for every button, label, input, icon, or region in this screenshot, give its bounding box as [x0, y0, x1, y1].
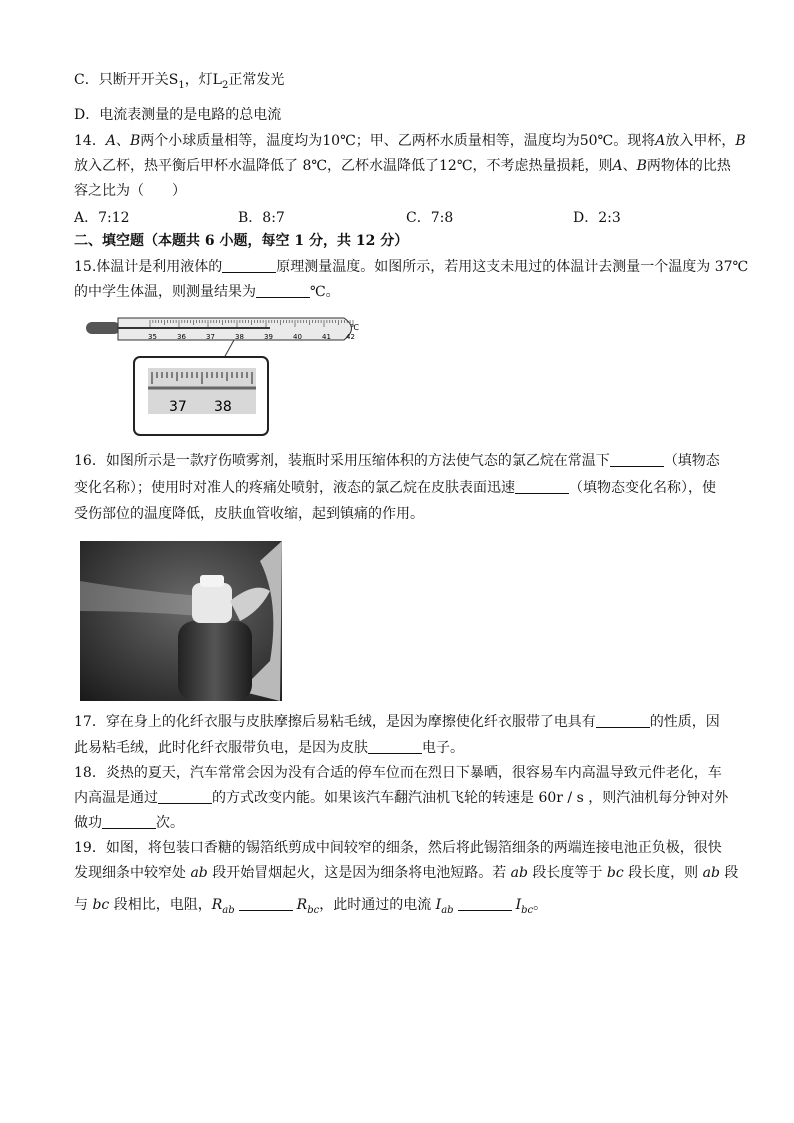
var-a: A — [655, 133, 666, 149]
answer-blank[interactable] — [222, 258, 276, 273]
q13-option-c-sub2: 2 — [221, 79, 229, 91]
q14-line3: 容之比为（ ） — [74, 183, 186, 199]
q15-line1 — [74, 258, 748, 276]
answer-blank[interactable] — [610, 452, 664, 467]
spray-can-body — [178, 621, 252, 701]
q14-number: 14． — [74, 133, 106, 149]
var-bc: bc — [92, 897, 110, 913]
q14-option-b: B．8:7 — [238, 210, 285, 226]
spray-nozzle — [200, 575, 224, 587]
var-i: I — [435, 897, 442, 913]
sub-bc: bc — [307, 904, 320, 916]
zoom-label: 38 — [214, 399, 232, 415]
q18-line1: 18．炎热的夏天，汽车常常会因为没有合适的停车位而在烈日下暴晒，很容易车内高温导致元件老化，车 — [74, 765, 722, 781]
text: 16．如图所示是一款疗伤喷雾剂，装瓶时采用压缩体积的方法使气态的氯乙烷在常温下 — [74, 453, 610, 469]
var-bc: bc — [606, 865, 624, 881]
text: 。 — [533, 897, 548, 913]
q18-line2 — [74, 789, 728, 807]
scale-label: 42 — [346, 333, 355, 341]
spray-can-cap — [192, 583, 232, 623]
scale-label: 39 — [264, 333, 273, 341]
text: 两物体的比热 — [646, 158, 731, 174]
scale-label: 41 — [322, 333, 331, 341]
text: 变化名称）；使用时对准人的疼痛处喷射，液态的氯乙烷在皮肤表面迅速 — [74, 480, 515, 496]
text: 、 — [622, 158, 637, 174]
q13-option-c-text2: ，灯L — [184, 72, 222, 88]
thermometer-bulb — [86, 322, 120, 334]
q13-option-c-text3: 正常发光 — [228, 72, 285, 88]
q17-line1 — [74, 713, 720, 731]
text: 此易粘毛绒，此时化纤衣服带负电，是因为皮肤 — [74, 740, 368, 756]
q14-option-c: C．7:8 — [406, 210, 454, 226]
section-heading-fill-blank: 二、填空题（本题共 6 小题，每空 1 分，共 12 分） — [74, 233, 409, 249]
q19-line2 — [74, 864, 738, 882]
scale-label: 37 — [206, 333, 215, 341]
q19-line1: 19．如图，将包装口香糖的锡箔纸剪成中间较窄的细条，然后将此锡箔细条的两端连接电池正负极，很快 — [74, 840, 722, 856]
text: ℃。 — [310, 284, 340, 300]
q13-option-c — [74, 71, 284, 95]
text: 发现细条中较窄处 — [74, 865, 191, 881]
q18-line3 — [74, 814, 184, 832]
zoom-pointer — [224, 340, 234, 358]
spray-photo — [80, 541, 282, 701]
scale-label: 40 — [293, 333, 302, 341]
var-a: A — [105, 133, 116, 149]
text: 段 — [719, 865, 739, 881]
unit-label: ℃ — [350, 323, 359, 332]
answer-blank[interactable] — [256, 283, 310, 298]
text: 两个小球质量相等，温度均为10℃；甲、乙两杯水质量相等，温度均为50℃。现将 — [140, 133, 656, 149]
text: 段开始冒烟起火，这是因为细条将电池短路。若 — [207, 865, 511, 881]
q16-line2 — [74, 479, 716, 497]
q14-option-d: D．2:3 — [573, 210, 621, 226]
q13-option-d: D．电流表测量的是电路的总电流 — [74, 107, 282, 123]
q19-line3 — [74, 896, 547, 920]
text: 15.体温计是利用液体的 — [74, 259, 223, 275]
text: 段长度，则 — [623, 865, 703, 881]
text: 放入甲杯， — [665, 133, 736, 149]
text: 次。 — [156, 815, 184, 831]
text: 17．穿在身上的化纤衣服与皮肤摩擦后易粘毛绒，是因为摩擦使化纤衣服带了电具有 — [74, 714, 596, 730]
sub-ab: ab — [222, 904, 235, 916]
text: 做功 — [74, 815, 102, 831]
text: 、 — [115, 133, 130, 149]
var-ab: ab — [510, 865, 528, 881]
answer-blank[interactable] — [458, 896, 512, 911]
answer-blank[interactable] — [515, 479, 569, 494]
var-ab: ab — [702, 865, 720, 881]
scale-label: 36 — [177, 333, 186, 341]
text: （填物态 — [663, 453, 720, 469]
text: 的中学生体温，则测量结果为 — [74, 284, 256, 300]
scale-label: 38 — [235, 333, 244, 341]
q14-option-a: A．7:12 — [74, 210, 130, 226]
q14-line2 — [74, 157, 731, 175]
answer-blank[interactable] — [596, 713, 650, 728]
q16-line1 — [74, 452, 720, 470]
var-ab: ab — [190, 865, 208, 881]
var-r: R — [296, 897, 308, 913]
text: 放入乙杯，热平衡后甲杯水温降低了 8℃，乙杯水温降低了12℃，不考虑热量损耗，则 — [74, 158, 613, 174]
text: 段相比，电阻， — [109, 897, 212, 913]
answer-blank[interactable] — [239, 896, 293, 911]
text: 的方式改变内能。如果该汽车翻汽油机飞轮的转速是 60r / s ，则汽油机每分钟对外 — [212, 790, 729, 806]
answer-blank[interactable] — [158, 789, 212, 804]
answer-blank[interactable] — [102, 814, 156, 829]
var-b: B — [735, 133, 746, 149]
q14-line1 — [74, 132, 746, 150]
text: 原理测量温度。如图所示，若用这支未甩过的体温计去测量一个温度为 37℃ — [276, 259, 749, 275]
var-r: R — [211, 897, 223, 913]
sub-ab: ab — [441, 904, 454, 916]
var-b: B — [636, 158, 647, 174]
text: 电子。 — [422, 740, 464, 756]
q13-option-c-text: C．只断开开关S — [74, 72, 179, 88]
q15-line2 — [74, 283, 340, 301]
text: 的性质，因 — [649, 714, 720, 730]
q13-option-c-sub: 1 — [178, 79, 185, 91]
sub-bc: bc — [521, 904, 534, 916]
var-b: B — [129, 133, 141, 149]
var-i: I — [515, 897, 522, 913]
text: ，此时通过的电流 — [319, 897, 436, 913]
q17-line2 — [74, 739, 464, 757]
q16-line3: 受伤部位的温度降低，皮肤血管收缩，起到镇痛的作用。 — [74, 506, 424, 522]
answer-blank[interactable] — [368, 739, 422, 754]
text: 与 — [74, 897, 93, 913]
var-a: A — [612, 158, 623, 174]
thermometer-figure — [84, 310, 374, 440]
zoom-label: 37 — [169, 399, 187, 415]
text: 内高温是通过 — [74, 790, 158, 806]
text: （填物态变化名称），使 — [569, 480, 716, 496]
scale-label: 35 — [148, 333, 157, 341]
text: 段长度等于 — [527, 865, 607, 881]
